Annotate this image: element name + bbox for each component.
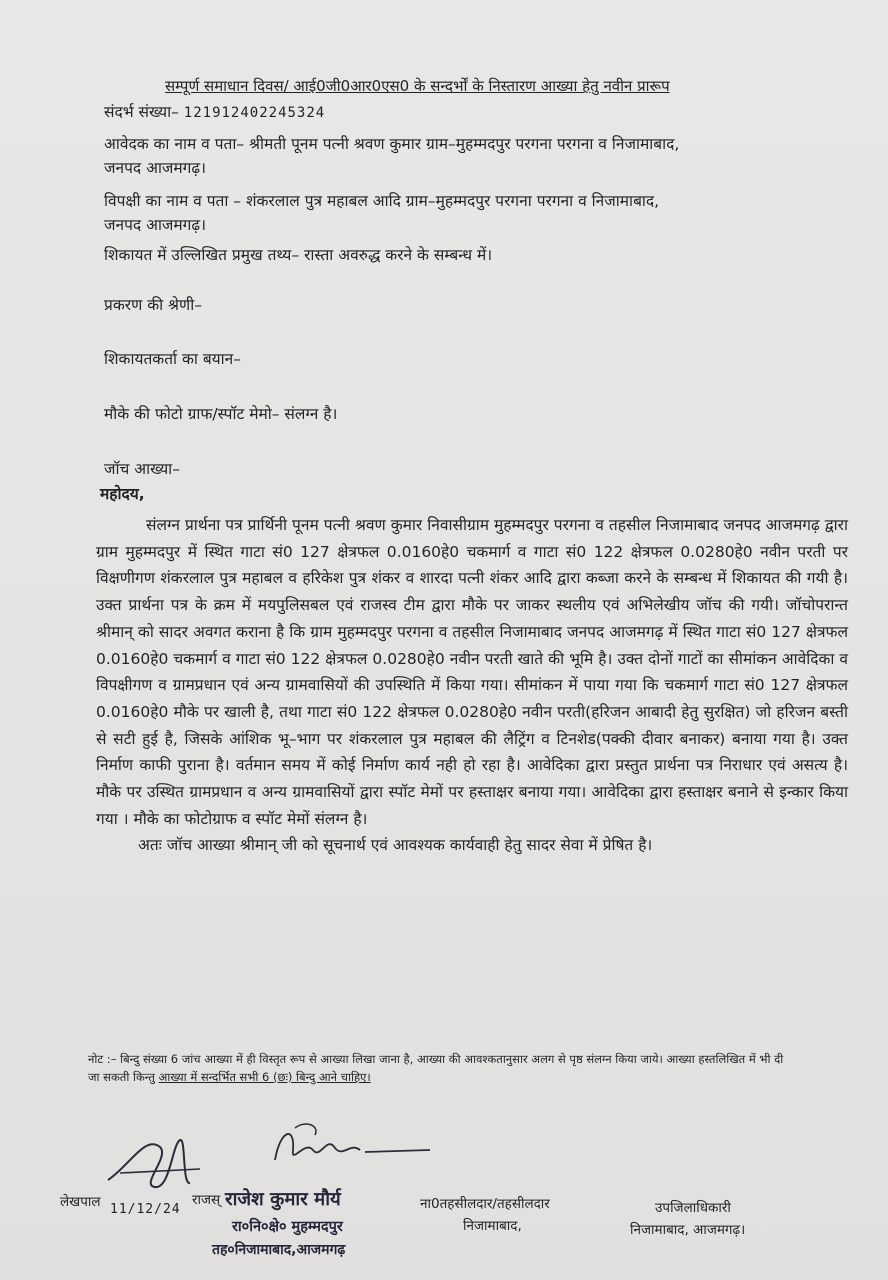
applicant-line-2: जनपद आजमगढ़। xyxy=(104,159,207,177)
note-underlined: आख्या में सन्दर्भित सभी 6 (छः) बिन्दु आने चाहिए। xyxy=(158,1070,371,1084)
reference-line xyxy=(104,100,325,122)
inquiry-body xyxy=(96,512,848,859)
spot-photo-line: मौके की फोटो ग्राफ/स्पॉट मेमो– संलग्न है। xyxy=(104,405,338,423)
opponent-line-2: जनपद आजमगढ़। xyxy=(104,216,207,234)
note-text: नोट :– बिन्दु संख्या 6 जांच आख्या में ही विस्तृत रूप से आख्या लिखा जाना है, आख्या की आवश्कतानुसार अलग से पृष्ठ संलग्न किया जाये। आख्या हस्तलिखित में भी दी जा सकती किन्तु xyxy=(88,1052,784,1084)
opponent-line-1: विपक्षी का नाम व पता – शंकरलाल पुत्र महाबल आदि ग्राम–मुहम्मदपुर परगना परगना व निजामाबाद, xyxy=(104,192,660,210)
stamp-name: राजेश कुमार मौर्य xyxy=(225,1189,341,1210)
complainant-statement: शिकायतकर्ता का बयान– xyxy=(104,350,242,368)
tehsildar-place: निजामाबाद, xyxy=(463,1218,522,1234)
complaint-facts: शिकायत में उल्लिखित प्रमुख तथ्य– रास्ता अवरुद्ध करने के सम्बन्ध में। xyxy=(104,246,493,264)
inquiry-label: जॉच आख्या– xyxy=(104,460,180,478)
tehsildar-label: ना0तहसीलदार/तहसीलदार xyxy=(420,1196,550,1212)
salutation: महोदय, xyxy=(100,485,145,503)
body-paragraph: संलग्न प्रार्थना पत्र प्रार्थिनी पूनम पत्नी श्रवण कुमार निवासीग्राम मुहम्मदपुर परगना व तहसील निजामाबाद जनपद आजमगढ़ द्वारा ग्राम मुहम्मदपुर में स्थित गाटा सं0 127 क्षेत्रफल 0.0160हे0 चकमार्ग व गाटा सं0 122 क्षेत्रफल 0.0280हे0 नवीन परती पर विक्षणीगण शंकरलाल पुत्र महाबल व हरिकेश पुत्र शंकर व शारदा पत्नी शंकर आदि द्वारा कब्जा करने के सम्बन्ध में शिकायत की गयी है। उक्त प्रार्थना पत्र के क्रम में मयपुलिसबल एवं राजस्व टीम द्वारा मौके पर जाकर स्थलीय एवं अभिलेखीय जॉच की गयी। जॉचोपरान्त श्रीमान् को सादर अवगत कराना है कि ग्राम मुहम्मदपुर परगना व तहसील निजामाबाद जनपद आजमगढ़ में स्थित गाटा सं0 127 क्षेत्रफल 0.0160हे0 चकमार्ग व गाटा सं0 122 क्षेत्रफल 0.0280हे0 नवीन परती खाते की भूमि है। उक्त दोनों गाटों का सीमांकन आवेदिका व विपक्षीगण व ग्रामप्रधान एवं अन्य ग्रामवासियों की उपस्थिति में किया गया। सीमांकन में पाया गया कि चकमार्ग गाटा सं0 127 क्षेत्रफल 0.0160हे0 मौके पर खाली है, तथा गाटा सं0 122 क्षेत्रफल 0.0280हे0 नवीन परती(हरिजन आबादी हेतु सुरक्षित) जो हरिजन बस्ती से सटी हुई है, जिसके आंशिक भू–भाग पर शंकरलाल पुत्र महाबल की लैट्रिंग व टिनशेड(पक्की दीवार बनाकर) बनाया गया है। उक्त निर्माण काफी पुराना है। वर्तमान समय में कोई निर्माण कार्य नही हो रहा है। आवेदिका द्वारा प्रस्तुत प्रार्थना पत्र निराधार एवं असत्य है। मौके पर उस्थित ग्रामप्रधान व अन्य ग्रामवासियों द्वारा स्पॉट मेमों पर हस्ताक्षर बनाया गया। आवेदिका द्वारा हस्ताक्षर बनाने से इन्कार किया गया । मौके का फोटोग्राफ व स्पॉट मेमों संलग्न है। xyxy=(96,516,848,828)
case-category: प्रकरण की श्रेणी– xyxy=(104,296,202,314)
sdm-label: उपजिलाधिकारी xyxy=(655,1200,731,1216)
reference-number: 121912402245324 xyxy=(183,105,326,121)
reference-label: संदर्भ संख्या– xyxy=(104,103,179,121)
stamp-line-3: तह०निजामाबाद,आजमगढ़ xyxy=(212,1242,346,1258)
closing-paragraph: अतः जॉच आख्या श्रीमान् जी को सूचनार्थ एवं आवश्यक कार्यवाही हेतु सादर सेवा में प्रेषित है। xyxy=(138,836,653,855)
lekhpal-date: 11/12/24 xyxy=(110,1202,181,1217)
lekhpal-label: लेखपाल xyxy=(60,1194,101,1210)
sdm-place: निजामाबाद, आजमगढ़। xyxy=(630,1222,746,1238)
form-title: सम्पूर्ण समाधान दिवस/ आई0जी0आर0एस0 के सन्दर्भों के निस्तारण आख्या हेतु नवीन प्रारूप xyxy=(165,77,670,95)
footnote xyxy=(88,1050,793,1086)
rajaswa-signature xyxy=(265,1120,435,1180)
stamp-line-2: रा०नि०क्षे० मुहम्मदपुर xyxy=(232,1219,343,1235)
rajaswa-label: राजस् xyxy=(192,1192,221,1208)
applicant-line-1: आवेदक का नाम व पता– श्रीमती पूनम पत्नी श्रवण कुमार ग्राम–मुहम्मदपुर परगना परगना व निजामाबाद, xyxy=(104,135,680,153)
